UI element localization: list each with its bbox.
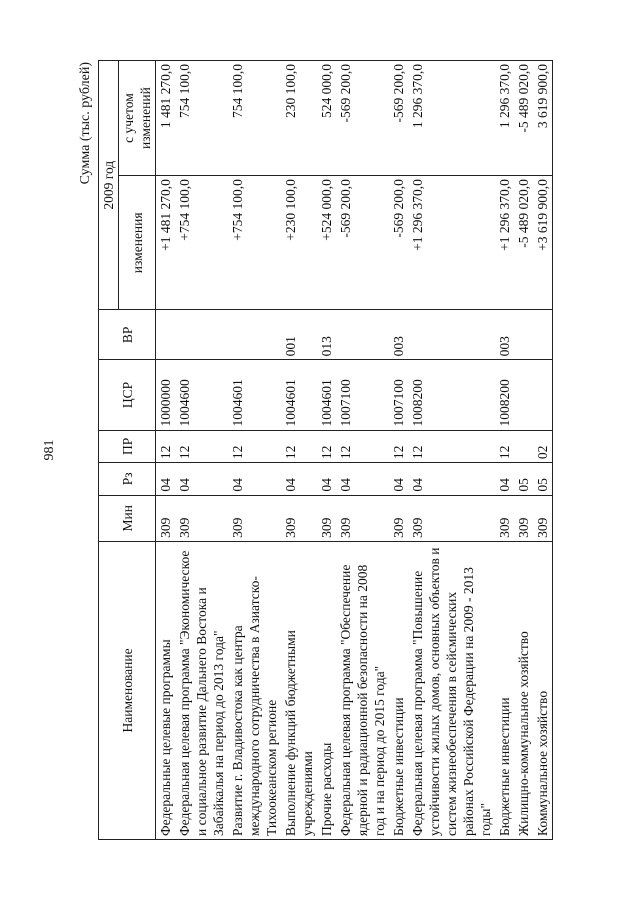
row-csr: 1004601 [317, 360, 336, 430]
units-caption: Сумма (тыс. рублей) [78, 62, 93, 185]
table-header [99, 61, 156, 840]
row-pr: 12 [175, 430, 228, 463]
row-changes: +1 296 370,0 [495, 176, 514, 310]
row-pr: 12 [281, 430, 317, 463]
table-row [228, 61, 281, 840]
row-pr: 12 [408, 430, 495, 463]
row-pr: 02 [533, 430, 553, 463]
row-changes: +3 619 900,0 [533, 176, 553, 310]
row-total: -5 489 020,0 [514, 61, 533, 176]
row-rz: 05 [533, 463, 553, 495]
row-rz: 04 [408, 463, 495, 495]
row-total: 230 100,0 [281, 61, 317, 176]
row-total: 1 296 370,0 [408, 61, 495, 176]
row-vr [156, 310, 176, 360]
row-min: 309 [533, 495, 553, 541]
row-total: 524 000,0 [317, 61, 336, 176]
header-min: Мин [99, 495, 156, 541]
row-name: Федеральная целевая программа "Повышение устойчивости жилых домов, основных объектов и систем жизнеобеспечения в сейсмических районах Российской Федерации на 2009 - 2013 годы" [408, 541, 495, 839]
header-name: Наименование [99, 541, 156, 839]
row-rz: 04 [317, 463, 336, 495]
row-pr: 12 [336, 430, 389, 463]
row-rz: 04 [389, 463, 408, 495]
row-pr: 12 [389, 430, 408, 463]
row-name: Прочие расходы [317, 541, 336, 839]
row-min: 309 [389, 495, 408, 541]
row-name: Федеральные целевые программы [156, 541, 176, 839]
row-csr: 1008200 [408, 360, 495, 430]
row-csr: 1000000 [156, 360, 176, 430]
row-name: Федеральная целевая программа "Обеспечение ядерной и радиационной безопасности на 2008 год и на период до 2015 года" [336, 541, 389, 839]
row-csr [533, 360, 553, 430]
row-csr: 1004601 [228, 360, 281, 430]
table-row [156, 61, 176, 840]
row-csr: 1008200 [495, 360, 514, 430]
row-pr: 12 [156, 430, 176, 463]
row-name: Коммунальное хозяйство [533, 541, 553, 839]
row-csr [514, 360, 533, 430]
header-year: 2009 год [99, 61, 119, 310]
table-row [514, 61, 533, 840]
table-body [156, 61, 553, 840]
row-min: 309 [281, 495, 317, 541]
row-min: 309 [156, 495, 176, 541]
row-total: 754 100,0 [175, 61, 228, 176]
table-row [533, 61, 553, 840]
row-vr [175, 310, 228, 360]
row-vr: 003 [389, 310, 408, 360]
row-csr: 1007100 [336, 360, 389, 430]
row-changes: +1 481 270,0 [156, 176, 176, 310]
row-changes: +754 100,0 [228, 176, 281, 310]
page-number: 981 [42, 439, 57, 461]
row-total: 1 481 270,0 [156, 61, 176, 176]
row-vr [228, 310, 281, 360]
row-changes: +230 100,0 [281, 176, 317, 310]
row-min: 309 [514, 495, 533, 541]
row-name: Бюджетные инвестиции [495, 541, 514, 839]
table-row [408, 61, 495, 840]
row-pr [514, 430, 533, 463]
header-changes: изменения [119, 176, 156, 310]
row-vr [408, 310, 495, 360]
table-row [389, 61, 408, 840]
budget-table [98, 60, 553, 840]
header-pr: ПР [99, 430, 156, 463]
header-csr: ЦСР [99, 360, 156, 430]
row-rz: 04 [281, 463, 317, 495]
table-row [317, 61, 336, 840]
row-pr: 12 [495, 430, 514, 463]
row-total: 1 296 370,0 [495, 61, 514, 176]
row-vr: 003 [495, 310, 514, 360]
row-pr: 12 [317, 430, 336, 463]
table-row [336, 61, 389, 840]
row-csr: 1004600 [175, 360, 228, 430]
row-csr: 1004601 [281, 360, 317, 430]
rotated-document-page [40, 60, 550, 840]
row-total: 3 619 900,0 [533, 61, 553, 176]
table-row [281, 61, 317, 840]
header-with-changes: с учетом изменений [119, 61, 156, 176]
row-rz: 05 [514, 463, 533, 495]
row-name: Жилищно-коммунальное хозяйство [514, 541, 533, 839]
row-rz: 04 [336, 463, 389, 495]
row-name: Выполнение функций бюджетными учреждениями [281, 541, 317, 839]
row-vr: 013 [317, 310, 336, 360]
table-row [495, 61, 514, 840]
row-csr: 1007100 [389, 360, 408, 430]
row-total: 754 100,0 [228, 61, 281, 176]
row-pr: 12 [228, 430, 281, 463]
row-min: 309 [408, 495, 495, 541]
header-rz: Рз [99, 463, 156, 495]
row-min: 309 [495, 495, 514, 541]
row-vr [336, 310, 389, 360]
row-rz: 04 [228, 463, 281, 495]
row-changes: +754 100,0 [175, 176, 228, 310]
table-row [175, 61, 228, 840]
row-changes: +524 000,0 [317, 176, 336, 310]
row-changes: -569 200,0 [389, 176, 408, 310]
row-vr [514, 310, 533, 360]
row-changes: -569 200,0 [336, 176, 389, 310]
row-changes: -5 489 020,0 [514, 176, 533, 310]
row-rz: 04 [495, 463, 514, 495]
row-total: -569 200,0 [336, 61, 389, 176]
row-changes: +1 296 370,0 [408, 176, 495, 310]
row-vr: 001 [281, 310, 317, 360]
row-vr [533, 310, 553, 360]
row-name: Бюджетные инвестиции [389, 541, 408, 839]
row-min: 309 [175, 495, 228, 541]
row-min: 309 [336, 495, 389, 541]
row-min: 309 [228, 495, 281, 541]
row-name: Федеральная целевая программа "Экономическое и социальное развитие Дальнего Востока и Забайкалья на период до 2013 года" [175, 541, 228, 839]
row-rz: 04 [175, 463, 228, 495]
row-name: Развитие г. Владивостока как центра международного сотрудничества в Азиатско-Тихоокеанском регионе [228, 541, 281, 839]
header-vr: ВР [99, 310, 156, 360]
row-rz: 04 [156, 463, 176, 495]
row-min: 309 [317, 495, 336, 541]
row-total: -569 200,0 [389, 61, 408, 176]
